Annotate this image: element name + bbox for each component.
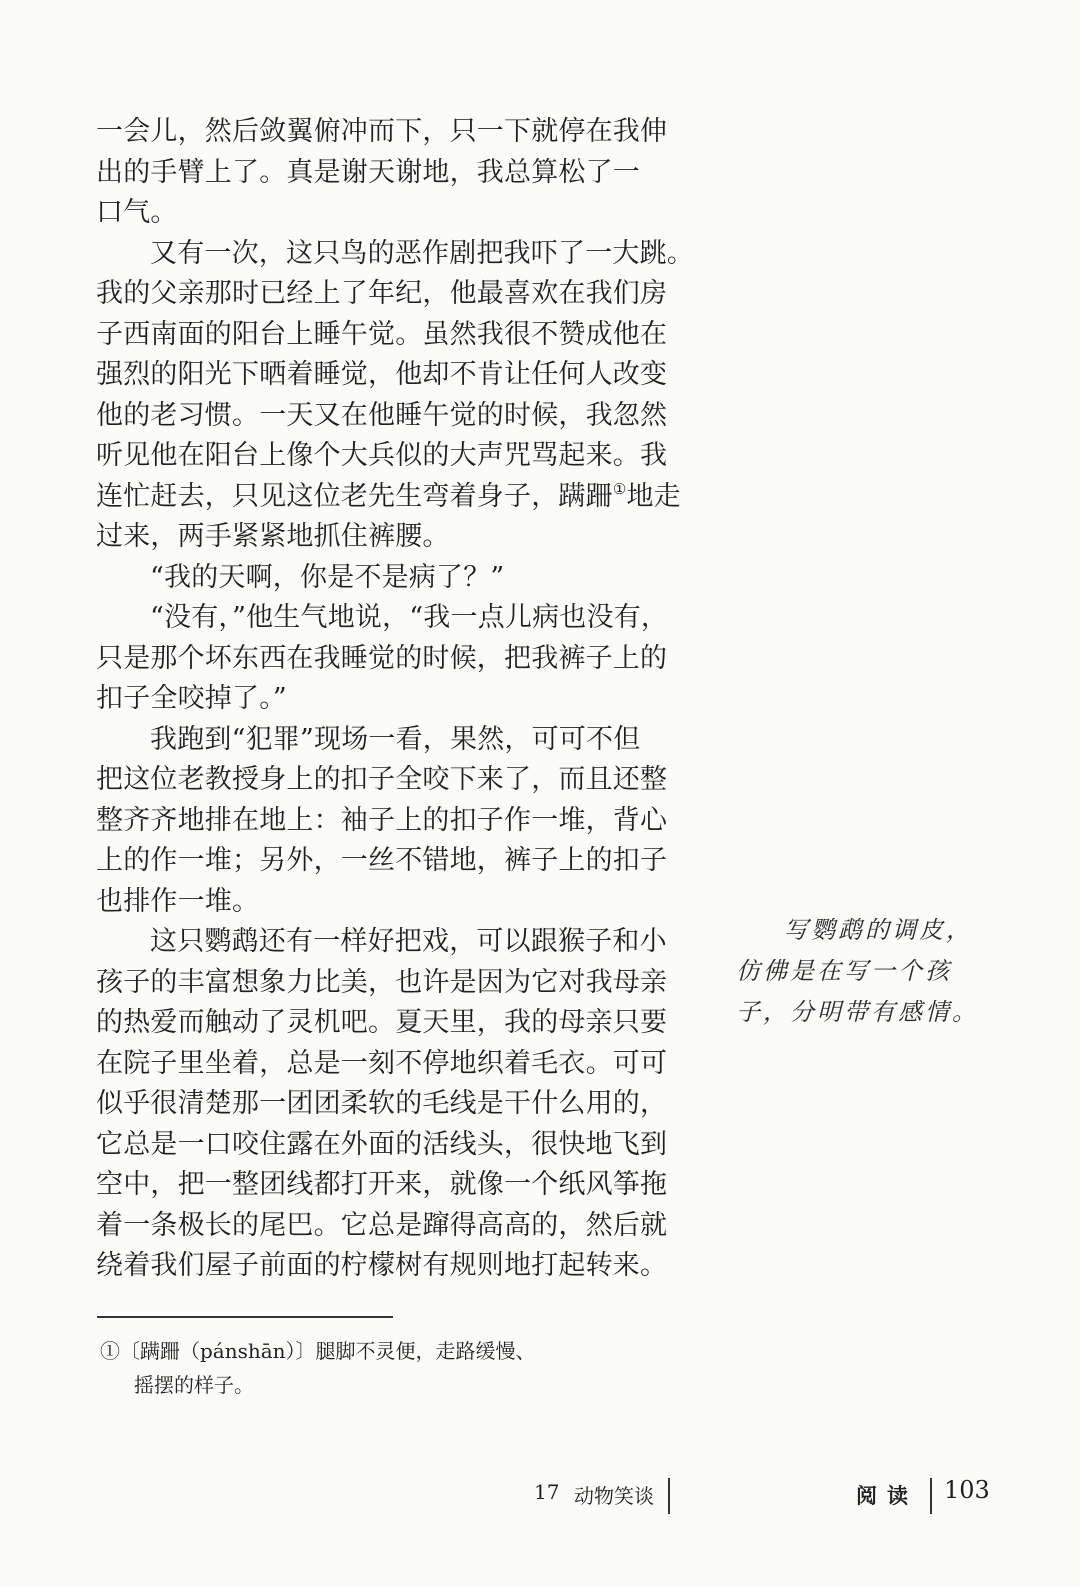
footnote-divider	[97, 1316, 393, 1318]
text-line: 把这位老教授身上的扣子全咬下来了，而且还整	[96, 764, 668, 795]
text-line: 似乎很清楚那一团团柔软的毛线是干什么用的，	[96, 1088, 668, 1119]
text-line: 一会儿，然后敛翼俯冲而下，只一下就停在我伸	[96, 116, 668, 147]
text-line: 着一条极长的尾巴。它总是蹿得高高的，然后就	[96, 1209, 668, 1241]
text-line: 在院子里坐着，总是一刻不停地织着毛衣。可可	[96, 1047, 668, 1079]
annotation-line: 子，分明带有感情。	[736, 998, 979, 1026]
text-line-with-footnote	[96, 477, 681, 518]
text-line: 只是那个坏东西在我睡觉的时候，把我裤子上的	[96, 642, 668, 674]
text-line: 这只鹦鹉还有一样好把戏，可以跟猴子和小	[150, 926, 667, 957]
page-number: 103	[944, 1476, 990, 1504]
text-segment: 连忙赶去，只见这位老先生弯着身子，蹒跚	[96, 480, 613, 512]
footer-divider	[668, 1478, 670, 1514]
text-line: 我的父亲那时已经上了年纪，他最喜欢在我们房	[96, 278, 668, 309]
text-line: 空中，把一整团线都打开来，就像一个纸风筝拖	[96, 1169, 668, 1200]
text-line: 过来，两手紧紧地抓住裤腰。	[96, 521, 450, 552]
text-line: 它总是一口咬住露在外面的活线头，很快地飞到	[96, 1128, 668, 1160]
text-line: 强烈的阳光下晒着睡觉，他却不肯让任何人改变	[96, 359, 668, 390]
page-footer	[0, 1476, 1080, 1516]
text-line: 口气。	[96, 197, 178, 228]
footnote-marker[interactable]: ①	[612, 479, 627, 498]
footnote-line: 摇摆的样子。	[134, 1373, 254, 1397]
text-line: 听见他在阳台上像个大兵似的大声咒骂起来。我	[96, 440, 668, 471]
footnote	[100, 1334, 536, 1402]
annotation-line: 仿佛是在写一个孩	[736, 957, 952, 985]
text-line: 也排作一堆。	[96, 885, 260, 917]
main-text	[96, 112, 694, 1287]
text-line: 出的手臂上了。真是谢天谢地，我总算松了一	[96, 156, 640, 188]
chapter-title: 动物笑谈	[574, 1484, 654, 1508]
section-label: 阅读	[856, 1483, 918, 1508]
text-line: 整齐齐地排在地上：袖子上的扣子作一堆，背心	[96, 804, 668, 836]
text-line: 子西南面的阳台上睡午觉。虽然我很不赞成他在	[96, 318, 668, 350]
footnote-line: ①〔蹒跚（pánshān）〕腿脚不灵便，走路缓慢、	[100, 1339, 536, 1363]
text-line: 我跑到“犯罪”现场一看，果然，可可不但	[150, 723, 641, 755]
text-line: 孩子的丰富想象力比美，也许是因为它对我母亲	[96, 966, 668, 998]
chapter-number: 17	[534, 1480, 560, 1504]
text-line: 扣子全咬掉了。”	[96, 683, 287, 714]
annotation-line: 写鹦鹉的调皮，	[784, 916, 973, 944]
text-line: 上的作一堆；另外，一丝不错地，裤子上的扣子	[96, 845, 668, 876]
margin-annotation	[736, 910, 986, 1033]
text-line: 他的老习惯。一天又在他睡午觉的时候，我忽然	[96, 399, 668, 431]
text-line: “没有，”他生气地说，“我一点儿病也没有，	[150, 602, 669, 633]
text-line: 绕着我们屋子前面的柠檬树有规则地打起转来。	[96, 1250, 668, 1281]
text-segment: 地走	[626, 480, 681, 512]
footer-divider	[930, 1478, 932, 1514]
text-line: “我的天啊，你是不是病了？”	[150, 561, 505, 593]
text-line: 又有一次，这只鸟的恶作剧把我吓了一大跳。	[150, 237, 694, 269]
text-line: 的热爱而触动了灵机吧。夏天里，我的母亲只要	[96, 1007, 668, 1038]
